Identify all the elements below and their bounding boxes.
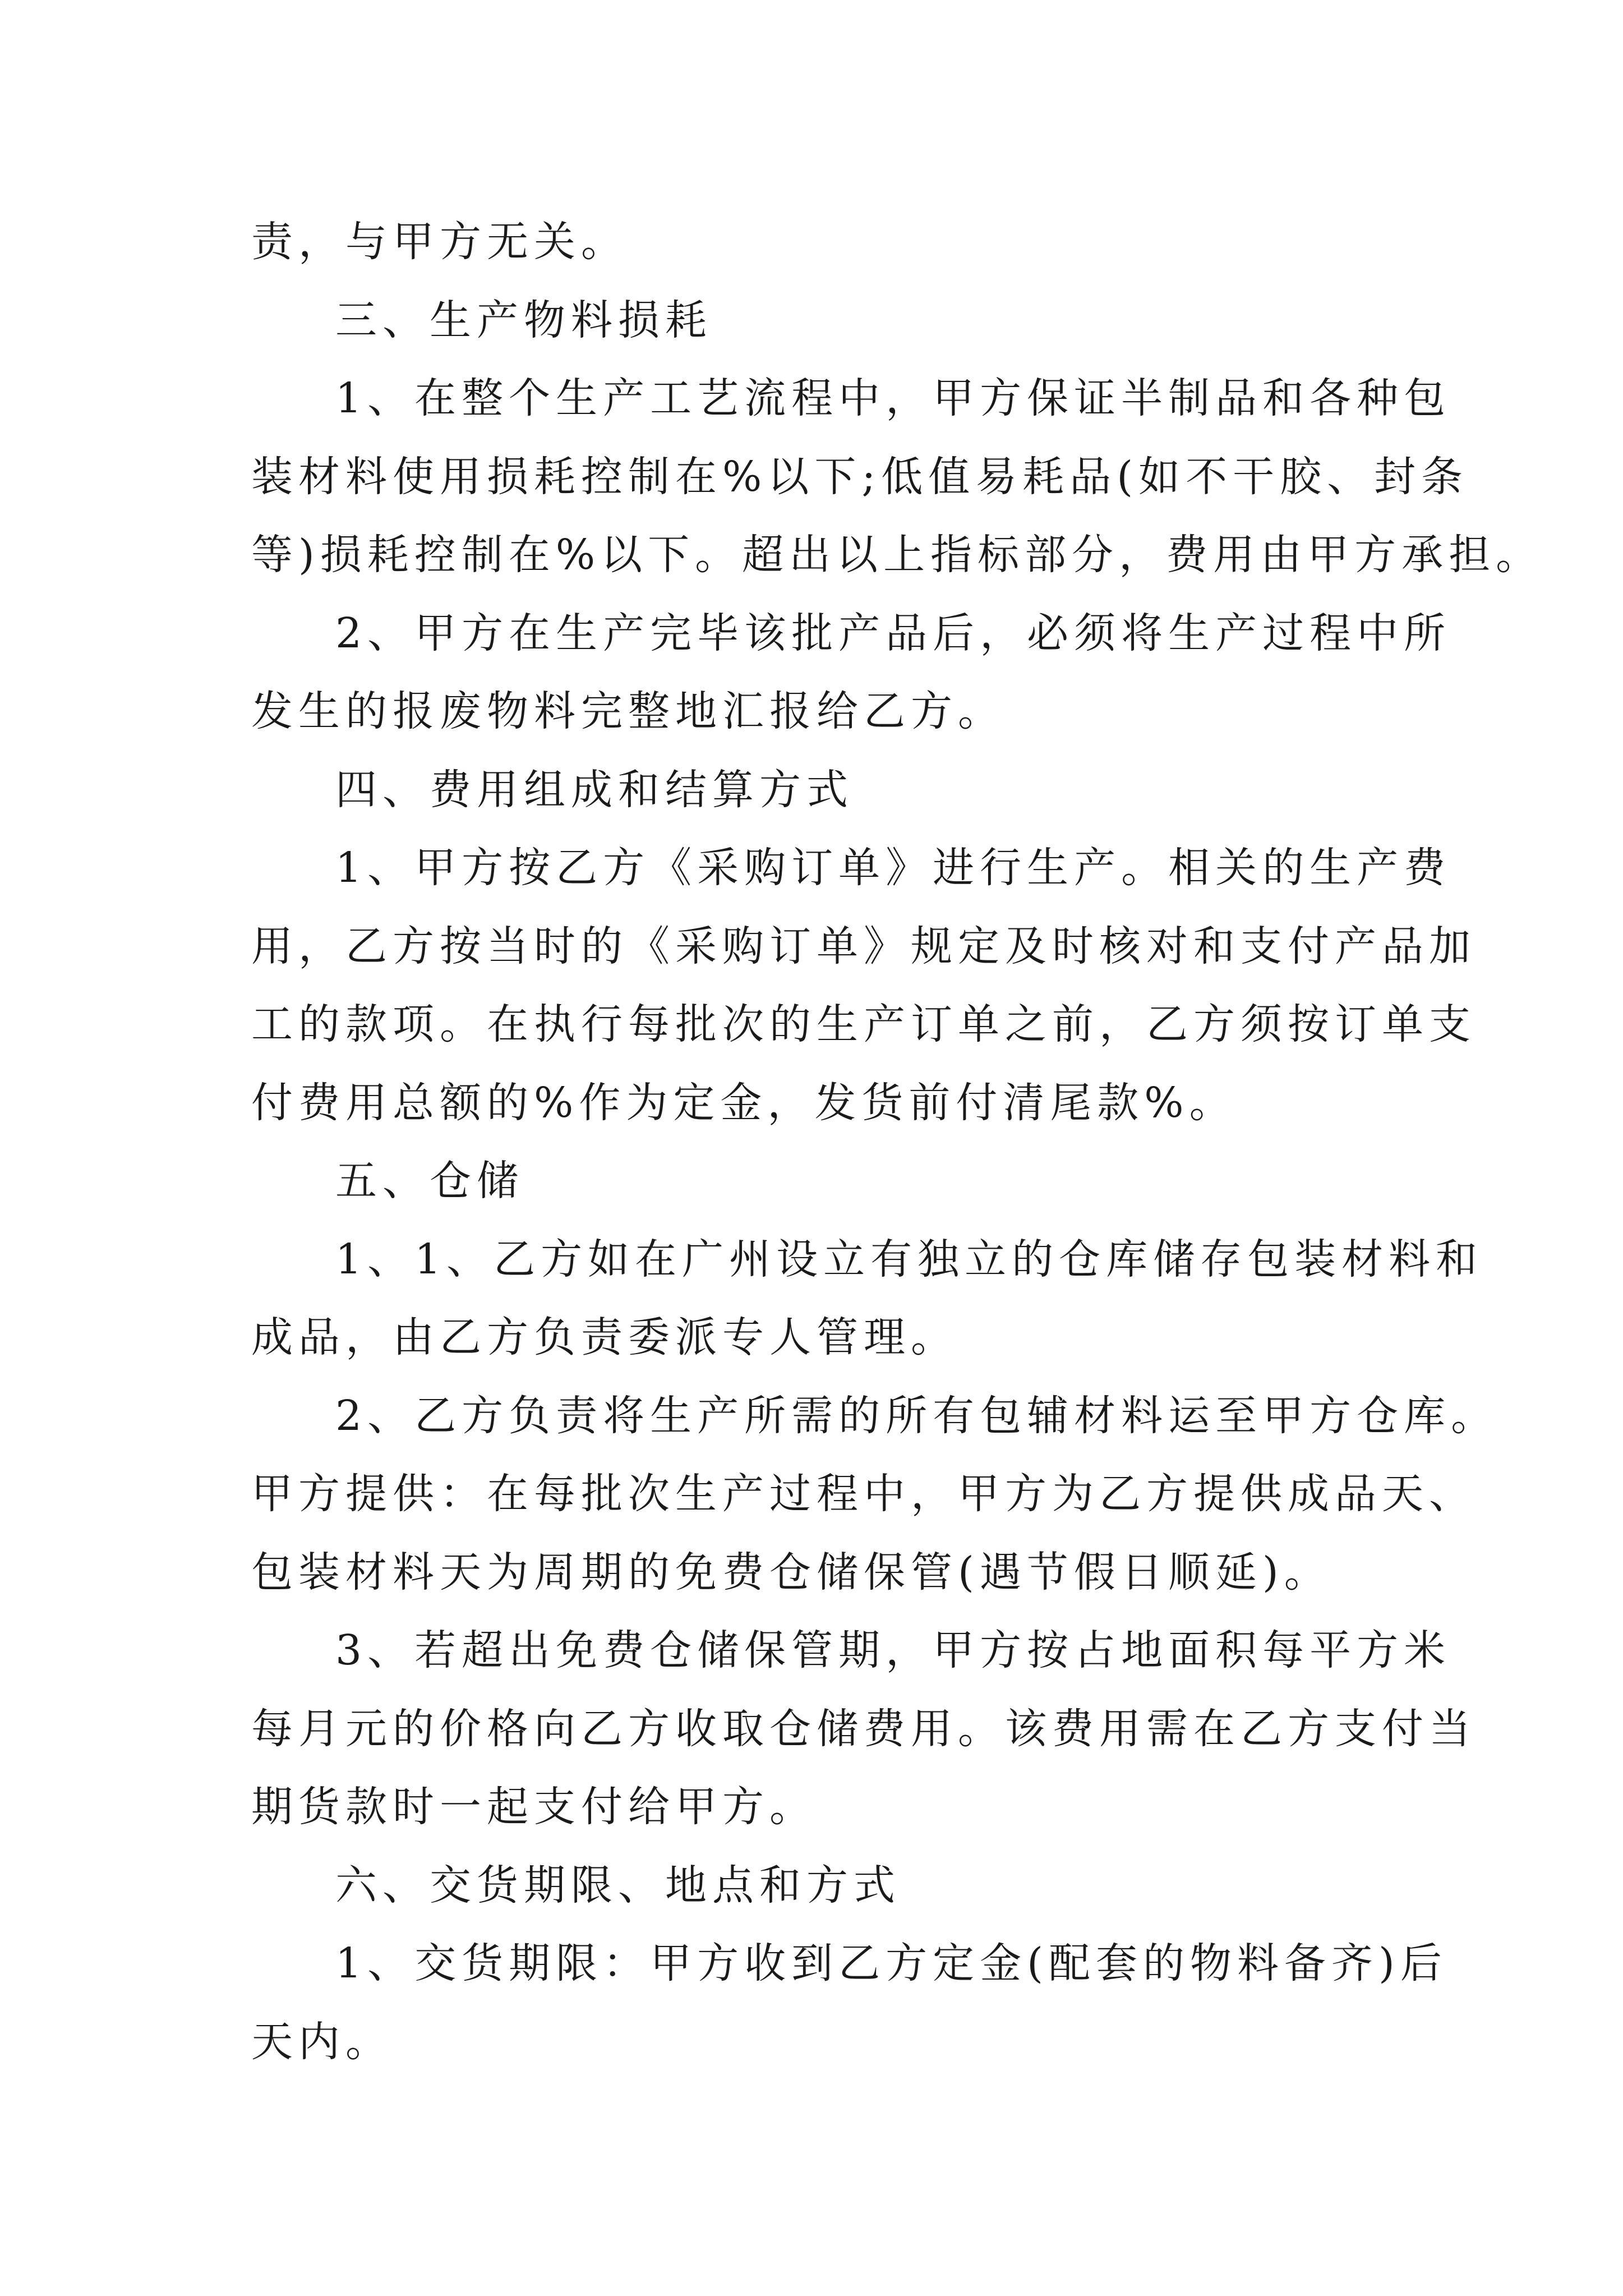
text-line: 发生的报废物料完整地汇报给乙方。: [251, 687, 1005, 735]
text-line: 工的款项。在执行每批次的生产订单之前，乙方须按订单支: [251, 1000, 1476, 1048]
document-body: [251, 203, 1543, 2081]
text-line: 甲方提供：在每批次生产过程中，甲方为乙方提供成品天、: [251, 1470, 1476, 1518]
text-line: 1、在整个生产工艺流程中，甲方保证半制品和各种包: [335, 374, 1451, 422]
text-line: 期货款时一起支付给甲方。: [251, 1783, 817, 1831]
text-line: 3、若超出免费仓储保管期，甲方按占地面积每平方米: [335, 1626, 1451, 1674]
section-heading: 三、生产物料损耗: [335, 296, 712, 344]
text-line: 1、交货期限：甲方收到乙方定金(配套的物料备齐)后: [335, 1939, 1447, 1987]
text-line: 2、乙方负责将生产所需的所有包辅材料运至甲方仓库。: [335, 1391, 1498, 1440]
text-line: 装材料使用损耗控制在%以下;低值易耗品(如不干胶、封条: [251, 452, 1469, 501]
text-line: 天内。: [251, 2017, 393, 2066]
text-line: 每月元的价格向乙方收取仓储费用。该费用需在乙方支付当: [251, 1704, 1476, 1753]
section-heading: 六、交货期限、地点和方式: [335, 1861, 901, 1910]
section-heading: 五、仓储: [335, 1157, 524, 1205]
text-line: 成品，由乙方负责委派专人管理。: [251, 1313, 958, 1361]
text-line: 责，与甲方无关。: [251, 218, 628, 266]
text-line: 1、1、乙方如在广州设立有独立的仓库储存包装材料和: [335, 1235, 1483, 1283]
text-line: 包装材料天为周期的免费仓储保管(遇节假日顺延)。: [251, 1548, 1331, 1596]
text-line: 用，乙方按当时的《采购订单》规定及时核对和支付产品加: [251, 922, 1476, 970]
text-line: 付费用总额的%作为定金，发货前付清尾款%。: [251, 1078, 1237, 1127]
text-line: 2、甲方在生产完毕该批产品后，必须将生产过程中所: [335, 609, 1451, 657]
text-line: 等)损耗控制在%以下。超出以上指标部分，费用由甲方承担。: [251, 531, 1543, 579]
section-heading: 四、费用组成和结算方式: [335, 765, 854, 814]
text-line: 1、甲方按乙方《采购订单》进行生产。相关的生产费: [335, 844, 1451, 892]
